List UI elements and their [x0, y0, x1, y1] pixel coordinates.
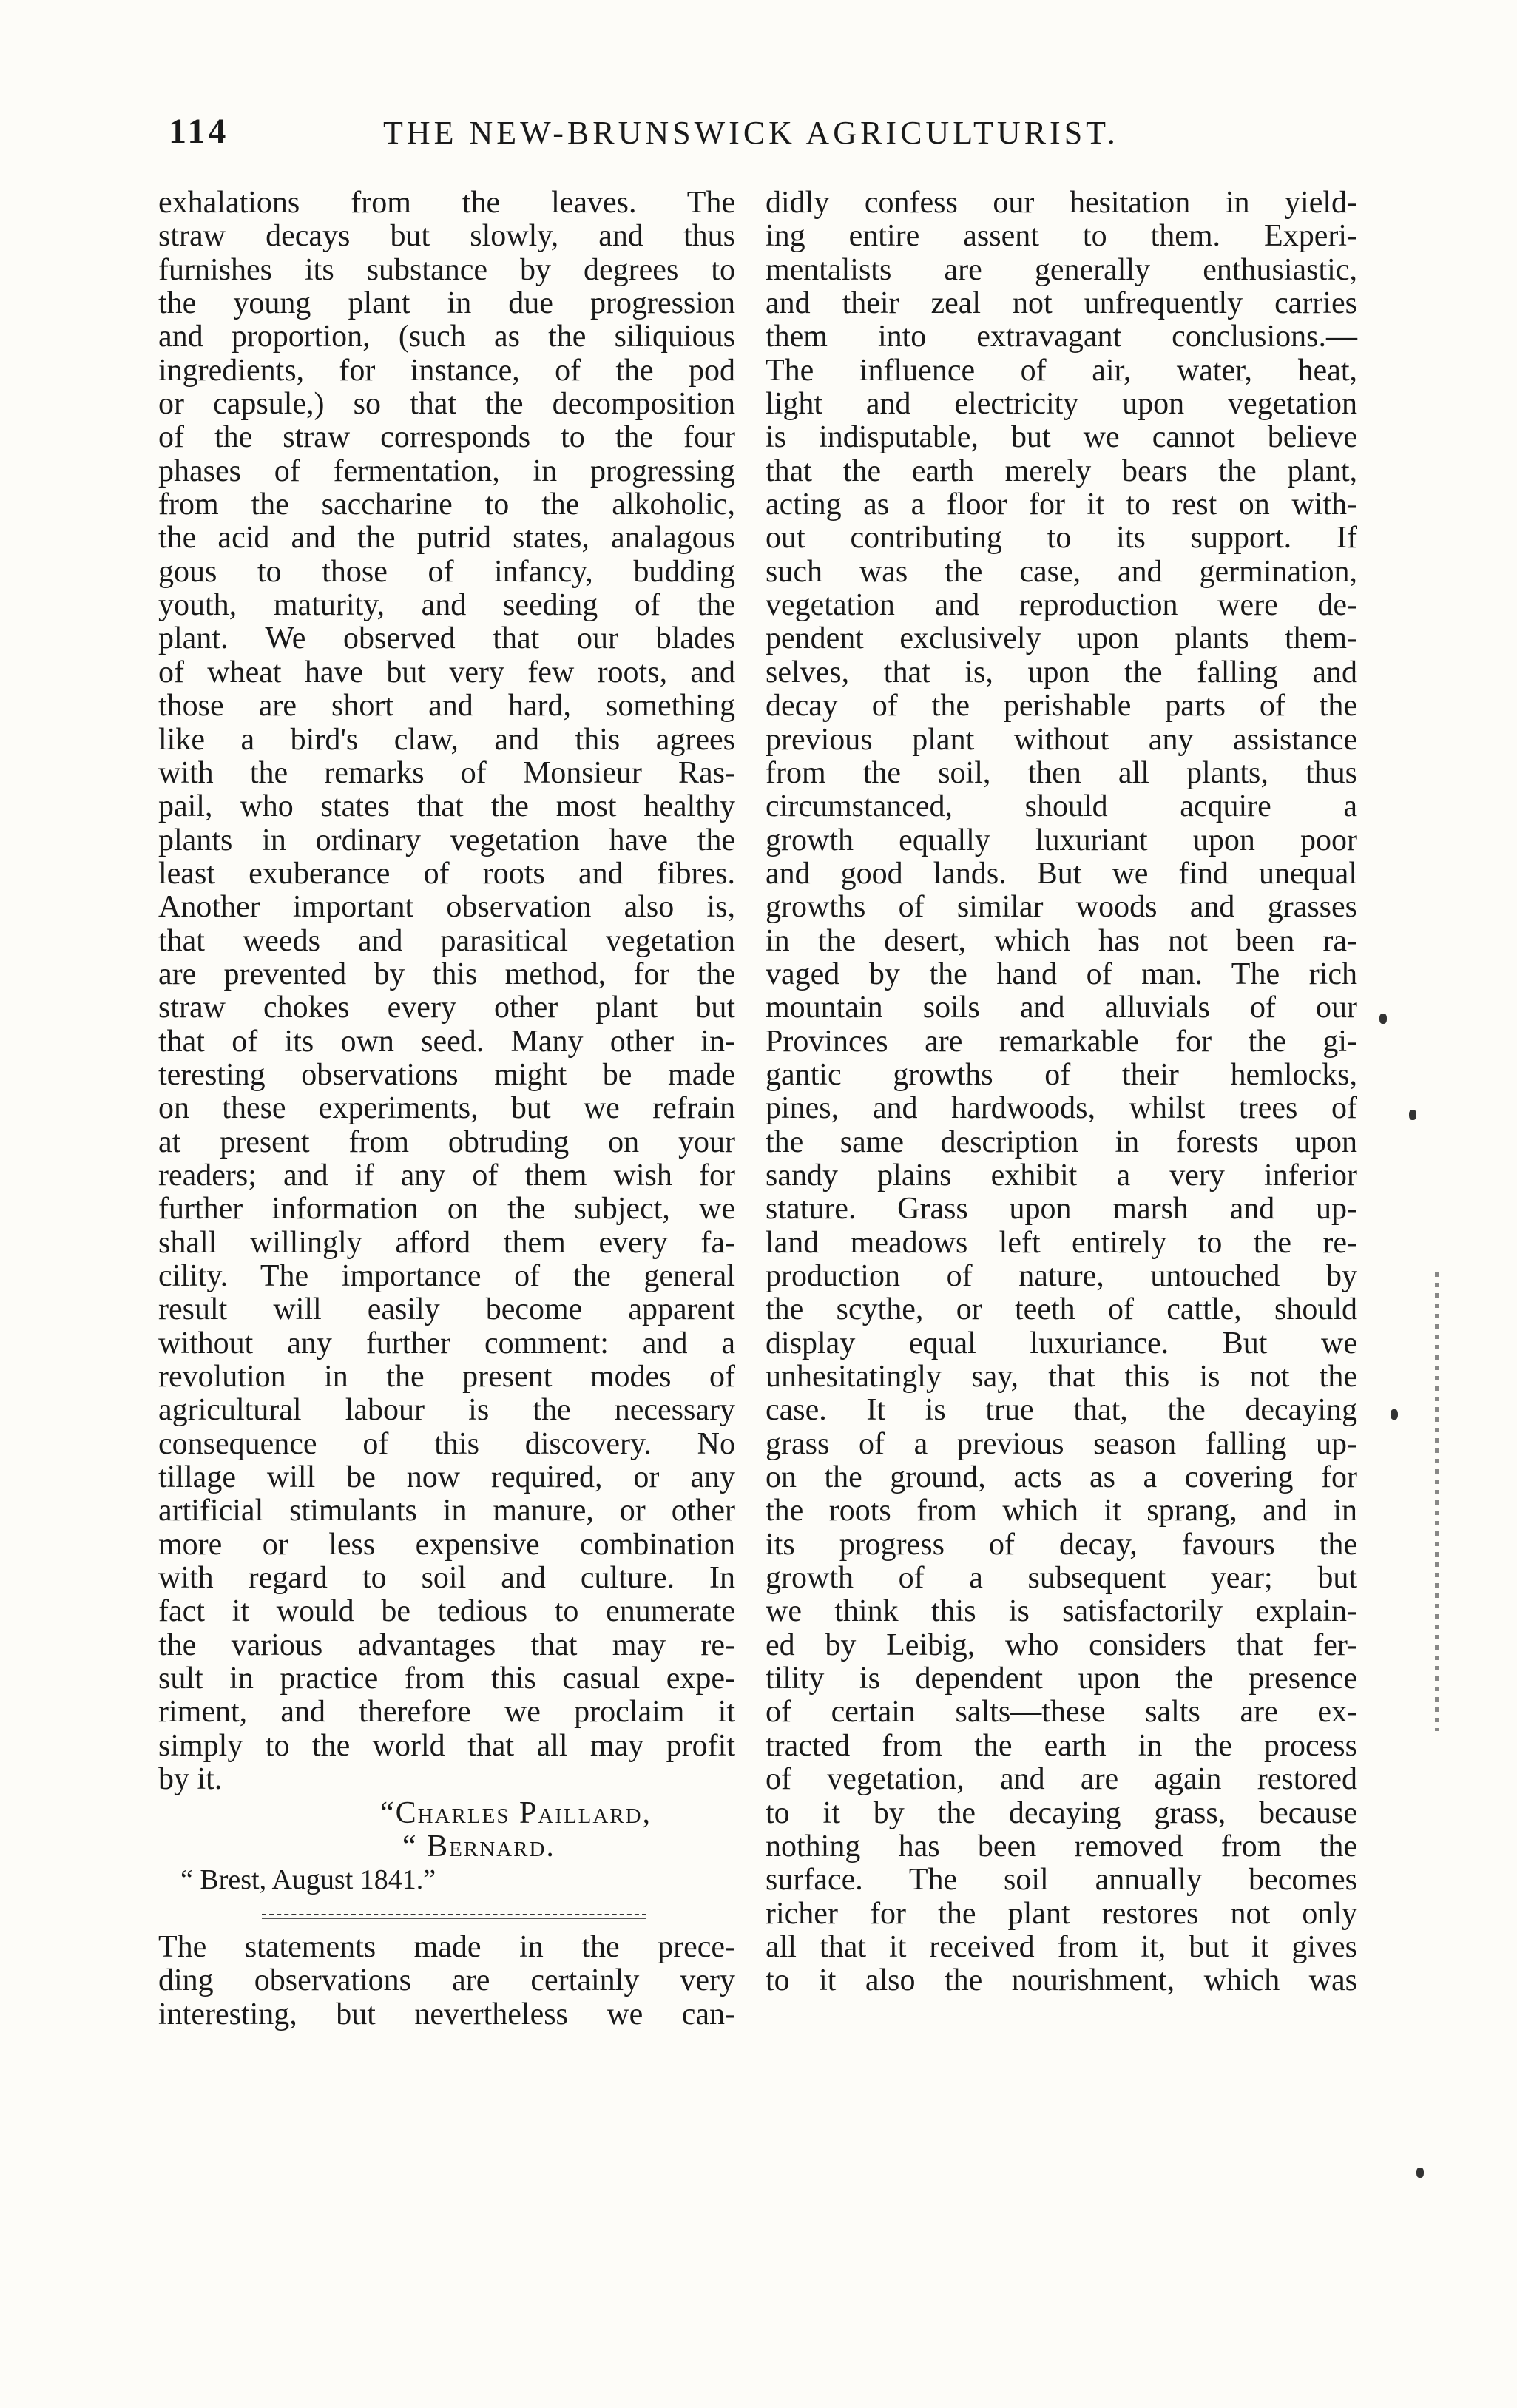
text-line: growth equally luxuriant upon poor — [766, 823, 1357, 857]
text-line: and good lands. But we find unequal — [766, 856, 1357, 891]
text-line: nothing has been removed from the — [766, 1829, 1357, 1864]
text-line: consequence of this discovery. No — [158, 1426, 735, 1461]
text-line: from the saccharine to the alkoholic, — [158, 488, 735, 522]
text-line: previous plant without any assistance — [766, 722, 1357, 757]
text-line: and their zeal not unfrequently carries — [766, 286, 1357, 321]
text-line: light and electricity upon vegetation — [766, 387, 1357, 422]
text-line: out contributing to its support. If — [766, 521, 1357, 556]
text-line: vaged by the hand of man. The rich — [766, 957, 1357, 991]
running-title: THE NEW-BRUNSWICK AGRICULTURIST. — [383, 115, 1119, 151]
text-line: exhalations from the leaves. The — [158, 186, 735, 220]
text-line: that of its own seed. Many other in- — [158, 1024, 735, 1059]
text-line: mountain soils and alluvials of our — [766, 991, 1357, 1025]
text-line: plants in ordinary vegetation have the — [158, 823, 735, 857]
text-line: further information on the subject, we — [158, 1192, 735, 1227]
text-line: sult in practice from this casual expe- — [158, 1662, 735, 1696]
text-line: growths of similar woods and grasses — [766, 890, 1357, 925]
page-header — [169, 111, 1367, 163]
text-line: the scythe, or teeth of cattle, should — [766, 1292, 1357, 1327]
text-line: ing entire assent to them. Experi- — [766, 219, 1357, 254]
text-line: riment, and therefore we proclaim it — [158, 1695, 735, 1730]
text-line: at present from obtruding on your — [158, 1124, 735, 1159]
page-number: 114 — [169, 112, 229, 151]
text-line: without any further comment: and a — [158, 1326, 735, 1360]
text-line: land meadows left entirely to the re- — [766, 1225, 1357, 1260]
text-line: by it. — [158, 1762, 223, 1797]
text-line: of the straw corresponds to the four — [158, 420, 735, 455]
text-line: interesting, but nevertheless we can- — [158, 1997, 735, 2031]
text-line: pines, and hardwoods, whilst trees of — [766, 1091, 1357, 1126]
text-line: ding observations are certainly very — [158, 1963, 735, 1998]
text-line: ed by Leibig, who considers that fer- — [766, 1628, 1357, 1662]
text-line: shall willingly afford them every fa- — [158, 1225, 735, 1260]
text-line: pendent exclusively upon plants them- — [766, 621, 1357, 656]
text-line: The influence of air, water, heat, — [766, 353, 1357, 388]
text-line: plant. We observed that our blades — [158, 621, 735, 656]
text-line: least exuberance of roots and fibres. — [158, 856, 735, 891]
text-line: pail, who states that the most healthy — [158, 789, 735, 824]
text-line: simply to the world that all may profit — [158, 1728, 735, 1763]
right-column-body — [766, 186, 1357, 1998]
text-line: its progress of decay, favours the — [766, 1527, 1357, 1562]
text-line: the various advantages that may re- — [158, 1628, 735, 1662]
text-line: ingredients, for instance, of the pod — [158, 353, 735, 388]
text-line: fact it would be tedious to enumerate — [158, 1594, 735, 1629]
text-line: selves, that is, upon the falling and — [766, 655, 1357, 689]
text-line: and proportion, (such as the siliquious — [158, 320, 735, 354]
text-line: sandy plains exhibit a very inferior — [766, 1158, 1357, 1193]
text-line: we think this is satisfactorily explain- — [766, 1594, 1357, 1629]
text-line: such was the case, and germination, — [766, 554, 1357, 589]
signature-dateline: “ Brest, August 1841.” — [180, 1864, 436, 1896]
text-line: Another important observation also is, — [158, 890, 735, 925]
text-line: gous to those of infancy, budding — [158, 554, 735, 589]
text-line: youth, maturity, and seeding of the — [158, 588, 735, 623]
ink-speck — [1409, 1110, 1416, 1120]
text-line: like a bird's claw, and this agrees — [158, 722, 735, 757]
text-line: straw decays but slowly, and thus — [158, 219, 735, 254]
text-line: all that it received from it, but it gives — [766, 1929, 1357, 1964]
text-line: decay of the perishable parts of the — [766, 689, 1357, 724]
text-line: stature. Grass upon marsh and up- — [766, 1192, 1357, 1227]
text-line: them into extravagant conclusions.— — [766, 320, 1357, 354]
text-line: that weeds and parasitical vegetation — [158, 923, 735, 958]
text-line: that the earth merely bears the plant, — [766, 453, 1357, 488]
text-line: to it also the nourishment, which was — [766, 1963, 1357, 1998]
text-line: are prevented by this method, for the — [158, 957, 735, 991]
text-line: artificial stimulants in manure, or other — [158, 1494, 735, 1528]
text-line: or capsule,) so that the decomposition — [158, 387, 735, 422]
text-line: tility is dependent upon the presence — [766, 1662, 1357, 1696]
section-divider — [158, 1898, 735, 1931]
ink-speck — [1391, 1409, 1398, 1420]
signature-name-2: “ Bernard. — [402, 1829, 555, 1864]
text-line: the acid and the putrid states, analagous — [158, 521, 735, 556]
text-line: on these experiments, but we refrain — [158, 1091, 735, 1126]
text-line: those are short and hard, something — [158, 689, 735, 724]
text-line: grass of a previous season falling up- — [766, 1426, 1357, 1461]
text-line: of vegetation, and are again restored — [766, 1762, 1357, 1797]
text-line: the same description in forests upon — [766, 1124, 1357, 1159]
text-line: mentalists are generally enthusiastic, — [766, 252, 1357, 287]
text-line: display equal luxuriance. But we — [766, 1326, 1357, 1360]
text-line: with regard to soil and culture. In — [158, 1561, 735, 1596]
text-line: production of nature, untouched by — [766, 1259, 1357, 1293]
text-line: on the ground, acts as a covering for — [766, 1460, 1357, 1495]
text-line: with the remarks of Monsieur Ras- — [158, 755, 735, 790]
text-line: to it by the decaying grass, because — [766, 1795, 1357, 1830]
text-line: is indisputable, but we cannot believe — [766, 420, 1357, 455]
right-column — [766, 186, 1357, 1998]
text-line: revolution in the present modes of — [158, 1360, 735, 1394]
text-line: of certain salts—these salts are ex- — [766, 1695, 1357, 1730]
text-line: Provinces are remarkable for the gi- — [766, 1024, 1357, 1059]
text-line: furnishes its substance by degrees to — [158, 252, 735, 287]
text-line: didly confess our hesitation in yield- — [766, 186, 1357, 220]
text-line: acting as a floor for it to rest on with- — [766, 488, 1357, 522]
text-line: teresting observations might be made — [158, 1057, 735, 1092]
text-line: tillage will be now required, or any — [158, 1460, 735, 1495]
text-line: from the soil, then all plants, thus — [766, 755, 1357, 790]
text-line: agricultural labour is the necessary — [158, 1393, 735, 1428]
text-line: readers; and if any of them wish for — [158, 1158, 735, 1193]
text-line: in the desert, which has not been ra- — [766, 923, 1357, 958]
text-line: the roots from which it sprang, and in — [766, 1494, 1357, 1528]
text-line: more or less expensive combination — [158, 1527, 735, 1562]
text-line: tracted from the earth in the process — [766, 1728, 1357, 1763]
left-column-body — [158, 186, 735, 1797]
ink-speck — [1379, 1014, 1387, 1024]
text-line: cility. The importance of the general — [158, 1259, 735, 1293]
text-line: richer for the plant restores not only — [766, 1896, 1357, 1931]
left-column-new-paragraph — [158, 1931, 735, 2031]
left-column — [158, 186, 735, 2031]
text-line: the young plant in due progression — [158, 286, 735, 321]
text-line: growth of a subsequent year; but — [766, 1561, 1357, 1596]
text-line: surface. The soil annually becomes — [766, 1863, 1357, 1898]
text-line: unhesitatingly say, that this is not the — [766, 1360, 1357, 1394]
signature-name-1: “Charles Paillard, — [380, 1795, 652, 1830]
text-line: The statements made in the prece- — [158, 1929, 735, 1964]
text-line: of wheat have but very few roots, and — [158, 655, 735, 689]
ink-speck — [1416, 2168, 1424, 2178]
text-line: circumstanced, should acquire a — [766, 789, 1357, 824]
text-line: result will easily become apparent — [158, 1292, 735, 1327]
text-line: straw chokes every other plant but — [158, 991, 735, 1025]
text-line: gantic growths of their hemlocks, — [766, 1057, 1357, 1092]
margin-marks — [1428, 1272, 1457, 1731]
text-line: vegetation and reproduction were de- — [766, 588, 1357, 623]
text-line: case. It is true that, the decaying — [766, 1393, 1357, 1428]
text-line: phases of fermentation, in progressing — [158, 453, 735, 488]
